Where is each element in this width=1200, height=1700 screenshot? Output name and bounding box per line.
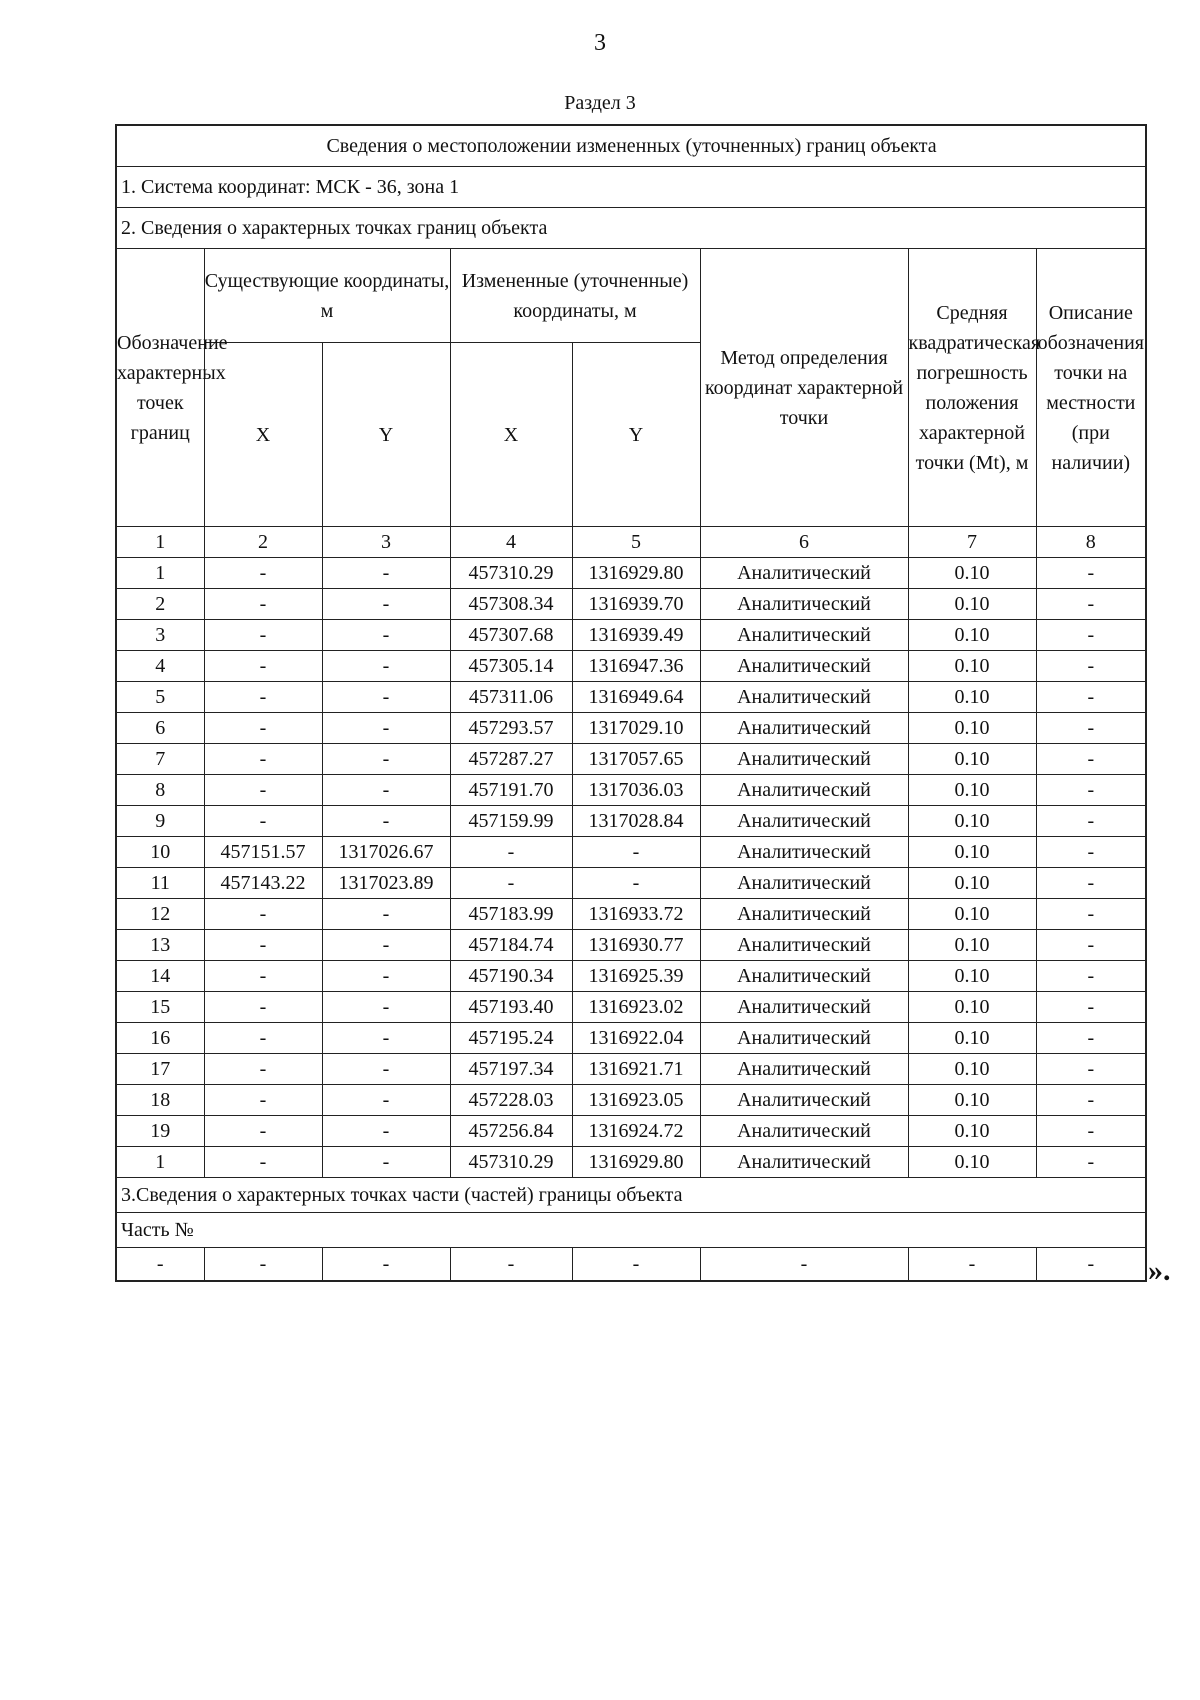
table-cell: 457197.34	[450, 1054, 572, 1085]
part-cell: -	[322, 1248, 450, 1282]
table-cell: -	[204, 1085, 322, 1116]
table-cell: 0.10	[908, 1085, 1036, 1116]
table-cell: Аналитический	[700, 775, 908, 806]
table-cell: 457310.29	[450, 558, 572, 589]
table-cell: 1	[116, 558, 204, 589]
column-number: 2	[204, 527, 322, 558]
coordinates-table	[115, 124, 1147, 1282]
column-number: 4	[450, 527, 572, 558]
table-cell: 12	[116, 899, 204, 930]
table-cell: -	[204, 775, 322, 806]
table-cell: 457287.27	[450, 744, 572, 775]
table-cell: 457228.03	[450, 1085, 572, 1116]
table-cell: 0.10	[908, 1023, 1036, 1054]
table-cell: -	[1036, 744, 1146, 775]
table-cell: Аналитический	[700, 930, 908, 961]
part-cell: -	[1036, 1248, 1146, 1282]
table-cell: Аналитический	[700, 713, 908, 744]
table-cell: -	[204, 1147, 322, 1178]
table-cell: -	[1036, 651, 1146, 682]
part-cell: -	[572, 1248, 700, 1282]
header-error: Средняя квадратическая погрешность положения характерной точки (Mt), м	[908, 249, 1036, 527]
table-cell: -	[322, 558, 450, 589]
header-method: Метод определения координат характерной точки	[700, 249, 908, 527]
table-cell: -	[322, 806, 450, 837]
table-row	[116, 651, 1146, 682]
table-cell: 1316939.70	[572, 589, 700, 620]
table-cell: 1316923.02	[572, 992, 700, 1023]
table-cell: 0.10	[908, 992, 1036, 1023]
table-cell: 0.10	[908, 651, 1036, 682]
table-cell: 17	[116, 1054, 204, 1085]
table-cell: 11	[116, 868, 204, 899]
table-cell: 3	[116, 620, 204, 651]
table-cell: -	[322, 1116, 450, 1147]
table-cell: 1316933.72	[572, 899, 700, 930]
table-cell: 5	[116, 682, 204, 713]
table-cell: 1316922.04	[572, 1023, 700, 1054]
table-cell: 0.10	[908, 775, 1036, 806]
table-cell: Аналитический	[700, 1116, 908, 1147]
table-cell: 0.10	[908, 1054, 1036, 1085]
table-cell: -	[572, 868, 700, 899]
table-cell: 457193.40	[450, 992, 572, 1023]
part-row	[116, 1248, 1146, 1282]
table-cell: 1	[116, 1147, 204, 1178]
table-cell: 0.10	[908, 682, 1036, 713]
table-cell: 8	[116, 775, 204, 806]
table-cell: 457307.68	[450, 620, 572, 651]
table-cell: 6	[116, 713, 204, 744]
table-cell: 457159.99	[450, 806, 572, 837]
table-cell: 457293.57	[450, 713, 572, 744]
table-title: Сведения о местоположении измененных (уточненных) границ объекта	[116, 125, 1146, 167]
table-cell: 0.10	[908, 1116, 1036, 1147]
table-cell: -	[322, 682, 450, 713]
table-cell: -	[204, 1023, 322, 1054]
table-cell: 1317028.84	[572, 806, 700, 837]
table-cell: -	[322, 899, 450, 930]
table-row	[116, 1054, 1146, 1085]
table-cell: 0.10	[908, 1147, 1036, 1178]
parts-heading: 3.Сведения о характерных точках части (частей) границы объекта	[116, 1178, 1146, 1213]
table-row	[116, 713, 1146, 744]
table-cell: -	[204, 961, 322, 992]
table-cell: -	[204, 1116, 322, 1147]
table-cell: 0.10	[908, 868, 1036, 899]
table-cell: 1316923.05	[572, 1085, 700, 1116]
table-cell: -	[204, 651, 322, 682]
table-cell: -	[204, 992, 322, 1023]
table-cell: Аналитический	[700, 837, 908, 868]
table-cell: 1316947.36	[572, 651, 700, 682]
table-cell: 14	[116, 961, 204, 992]
table-cell: -	[1036, 1116, 1146, 1147]
table-row	[116, 1116, 1146, 1147]
table-cell: 0.10	[908, 961, 1036, 992]
table-cell: 16	[116, 1023, 204, 1054]
section-title: Раздел 3	[564, 92, 636, 114]
table-cell: -	[204, 1054, 322, 1085]
table-cell: 19	[116, 1116, 204, 1147]
table-cell: -	[1036, 589, 1146, 620]
table-cell: Аналитический	[700, 682, 908, 713]
table-cell: Аналитический	[700, 806, 908, 837]
table-cell: -	[322, 1147, 450, 1178]
table-cell: 0.10	[908, 558, 1036, 589]
table-cell: 1316929.80	[572, 1147, 700, 1178]
table-cell: 0.10	[908, 930, 1036, 961]
table-cell: -	[1036, 775, 1146, 806]
table-row	[116, 930, 1146, 961]
column-numbers-row	[116, 527, 1146, 558]
table-cell: Аналитический	[700, 558, 908, 589]
table-cell: 457310.29	[450, 1147, 572, 1178]
table-cell: 457143.22	[204, 868, 322, 899]
table-cell: -	[450, 837, 572, 868]
table-cell: 0.10	[908, 713, 1036, 744]
table-cell: 1317036.03	[572, 775, 700, 806]
table-cell: -	[1036, 868, 1146, 899]
table-cell: -	[1036, 1147, 1146, 1178]
table-cell: -	[1036, 682, 1146, 713]
table-cell: -	[204, 744, 322, 775]
table-cell: 15	[116, 992, 204, 1023]
table-cell: 1316924.72	[572, 1116, 700, 1147]
table-cell: Аналитический	[700, 651, 908, 682]
table-row	[116, 837, 1146, 868]
header-existing-y: Y	[322, 343, 450, 527]
table-cell: 1317057.65	[572, 744, 700, 775]
table-cell: -	[204, 620, 322, 651]
column-number: 8	[1036, 527, 1146, 558]
table-cell: -	[322, 775, 450, 806]
table-cell: -	[322, 1023, 450, 1054]
table-cell: 13	[116, 930, 204, 961]
table-cell: 457308.34	[450, 589, 572, 620]
table-cell: -	[322, 992, 450, 1023]
table-cell: 4	[116, 651, 204, 682]
table-cell: 10	[116, 837, 204, 868]
table-row	[116, 868, 1146, 899]
table-cell: 1316921.71	[572, 1054, 700, 1085]
table-cell: -	[1036, 930, 1146, 961]
table-row	[116, 775, 1146, 806]
table-row	[116, 1023, 1146, 1054]
table-cell: Аналитический	[700, 744, 908, 775]
header-description: Описание обозначения точки на местности (при наличии)	[1036, 249, 1146, 527]
table-cell: -	[1036, 620, 1146, 651]
coordinate-system: 1. Система координат: МСК - 36, зона 1	[116, 167, 1146, 208]
page-number: 3	[594, 30, 606, 56]
table-cell: 0.10	[908, 620, 1036, 651]
part-cell: -	[450, 1248, 572, 1282]
table-cell: 2	[116, 589, 204, 620]
table-cell: -	[322, 589, 450, 620]
part-cell: -	[908, 1248, 1036, 1282]
table-cell: 0.10	[908, 744, 1036, 775]
header-existing-x: X	[204, 343, 322, 527]
table-cell: -	[1036, 1085, 1146, 1116]
table-cell: 457151.57	[204, 837, 322, 868]
table-cell: 1316930.77	[572, 930, 700, 961]
table-row	[116, 1085, 1146, 1116]
table-cell: -	[322, 1085, 450, 1116]
table-row	[116, 899, 1146, 930]
table-cell: 7	[116, 744, 204, 775]
table-cell: 1316925.39	[572, 961, 700, 992]
table-row	[116, 961, 1146, 992]
table-cell: 0.10	[908, 589, 1036, 620]
part-cell: -	[116, 1248, 204, 1282]
part-label: Часть №	[116, 1213, 1146, 1248]
table-cell: 457184.74	[450, 930, 572, 961]
table-cell: -	[1036, 837, 1146, 868]
table-cell: 457191.70	[450, 775, 572, 806]
table-cell: 457305.14	[450, 651, 572, 682]
table-cell: Аналитический	[700, 1147, 908, 1178]
table-row	[116, 744, 1146, 775]
table-cell: 457256.84	[450, 1116, 572, 1147]
header-existing: Существующие координаты, м	[204, 249, 450, 343]
table-cell: Аналитический	[700, 868, 908, 899]
table-cell: Аналитический	[700, 620, 908, 651]
table-row	[116, 682, 1146, 713]
part-cell: -	[204, 1248, 322, 1282]
table-cell: -	[1036, 899, 1146, 930]
table-cell: -	[322, 961, 450, 992]
table-cell: 457183.99	[450, 899, 572, 930]
table-row	[116, 992, 1146, 1023]
column-number: 5	[572, 527, 700, 558]
table-cell: Аналитический	[700, 1054, 908, 1085]
table-cell: -	[1036, 713, 1146, 744]
table-cell: 457190.34	[450, 961, 572, 992]
table-cell: -	[322, 1054, 450, 1085]
column-number: 1	[116, 527, 204, 558]
table-cell: 1317026.67	[322, 837, 450, 868]
table-cell: -	[204, 806, 322, 837]
table-cell: Аналитический	[700, 1085, 908, 1116]
table-cell: -	[204, 558, 322, 589]
table-row	[116, 1147, 1146, 1178]
closing-quote: ».	[1148, 1254, 1171, 1287]
table-cell: 1316939.49	[572, 620, 700, 651]
table-cell: 0.10	[908, 806, 1036, 837]
table-cell: Аналитический	[700, 992, 908, 1023]
table-cell: 1316949.64	[572, 682, 700, 713]
table-cell: -	[1036, 558, 1146, 589]
header-changed: Измененные (уточненные) координаты, м	[450, 249, 700, 343]
table-cell: -	[204, 589, 322, 620]
table-cell: -	[322, 713, 450, 744]
table-cell: -	[1036, 1023, 1146, 1054]
table-cell: Аналитический	[700, 589, 908, 620]
column-number: 6	[700, 527, 908, 558]
table-cell: -	[322, 651, 450, 682]
header-designation: Обозначение характерных точек границ	[116, 249, 204, 527]
column-number: 7	[908, 527, 1036, 558]
table-cell: Аналитический	[700, 961, 908, 992]
table-cell: -	[322, 744, 450, 775]
table-cell: 0.10	[908, 899, 1036, 930]
table-row	[116, 558, 1146, 589]
table-cell: -	[1036, 961, 1146, 992]
points-heading: 2. Сведения о характерных точках границ объекта	[116, 208, 1146, 249]
table-cell: 9	[116, 806, 204, 837]
table-cell: 457195.24	[450, 1023, 572, 1054]
table-cell: -	[322, 930, 450, 961]
table-cell: 1317029.10	[572, 713, 700, 744]
table-cell: 457311.06	[450, 682, 572, 713]
table-cell: 1317023.89	[322, 868, 450, 899]
table-cell: 1316929.80	[572, 558, 700, 589]
part-cell: -	[700, 1248, 908, 1282]
table-row	[116, 589, 1146, 620]
table-cell: -	[204, 682, 322, 713]
table-cell: -	[450, 868, 572, 899]
table-cell: -	[204, 899, 322, 930]
table-row	[116, 620, 1146, 651]
table-cell: 18	[116, 1085, 204, 1116]
table-row	[116, 806, 1146, 837]
table-cell: -	[1036, 992, 1146, 1023]
header-changed-x: X	[450, 343, 572, 527]
table-cell: -	[204, 930, 322, 961]
column-number: 3	[322, 527, 450, 558]
table-cell: -	[322, 620, 450, 651]
table-cell: -	[1036, 1054, 1146, 1085]
header-changed-y: Y	[572, 343, 700, 527]
table-cell: -	[572, 837, 700, 868]
table-cell: Аналитический	[700, 1023, 908, 1054]
table-cell: -	[1036, 806, 1146, 837]
table-cell: -	[204, 713, 322, 744]
table-cell: 0.10	[908, 837, 1036, 868]
table-cell: Аналитический	[700, 899, 908, 930]
